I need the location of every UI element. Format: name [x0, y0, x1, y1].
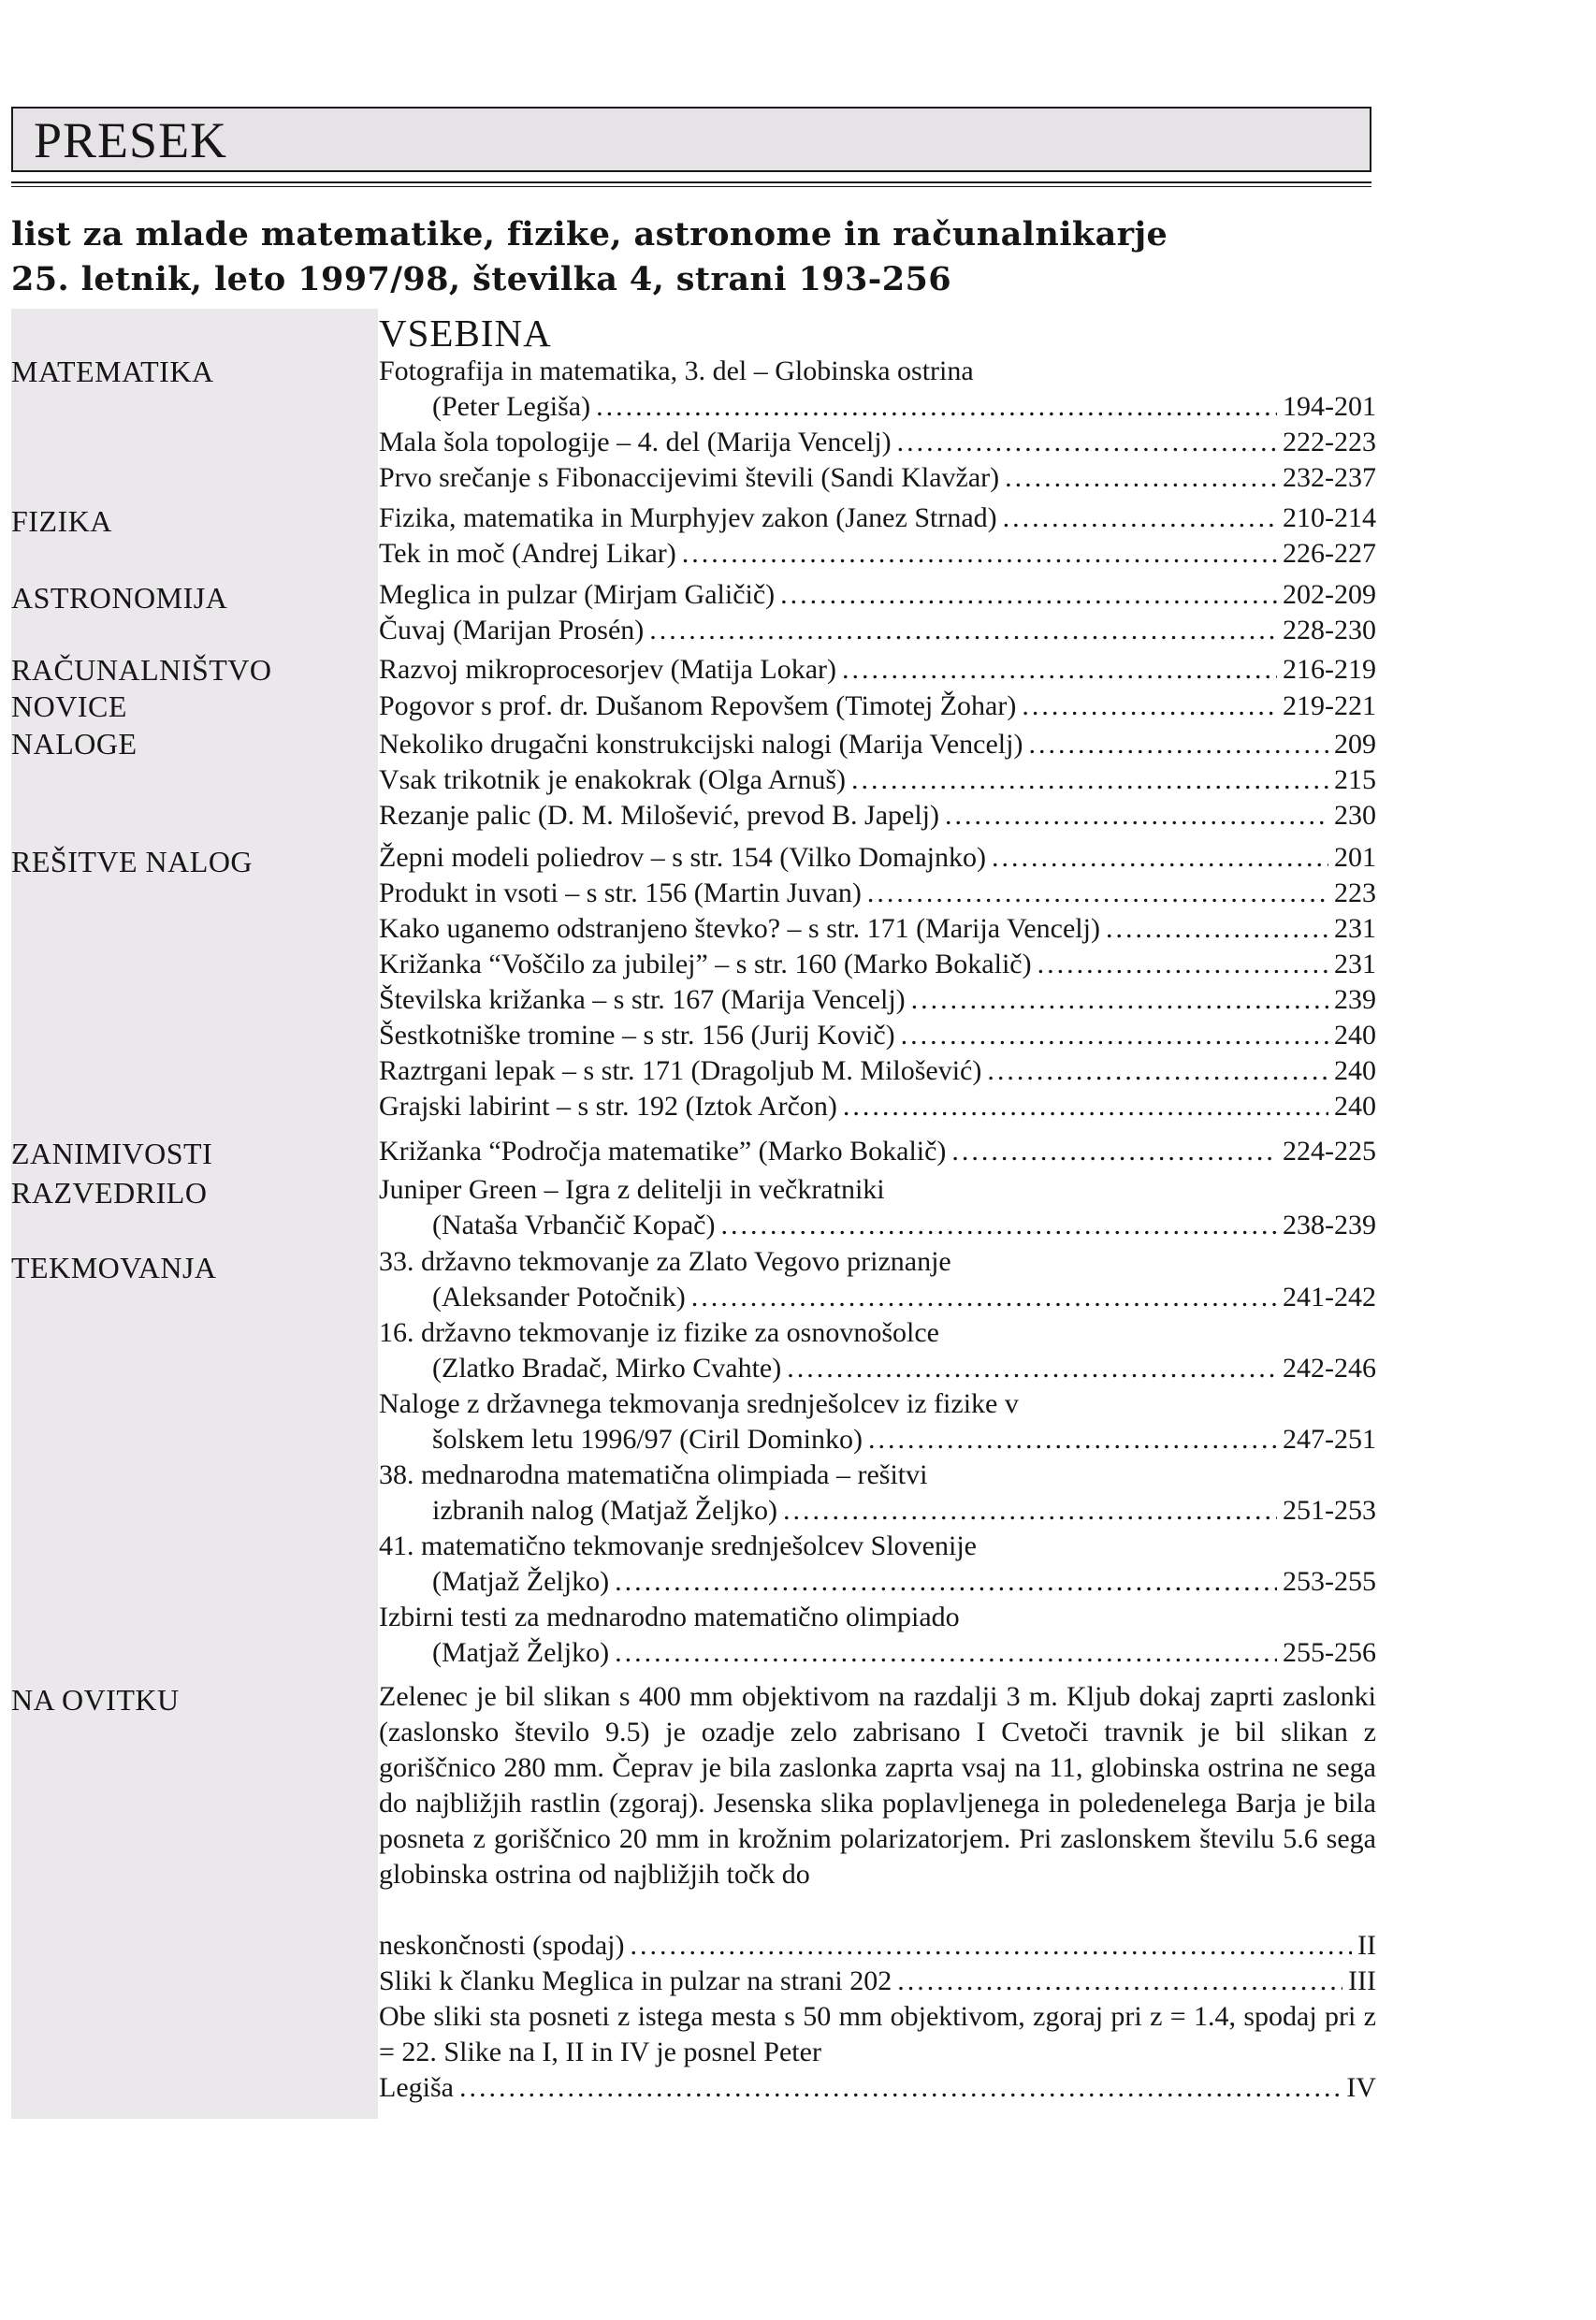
dot-leader — [649, 613, 1277, 648]
dot-leader — [843, 1089, 1328, 1124]
toc-entry — [379, 798, 1376, 834]
category-racunalnistvo: RAČUNALNIŠTVO — [11, 653, 272, 687]
dot-leader — [596, 389, 1277, 425]
dot-leader — [945, 798, 1328, 834]
entry-page: 231 — [1334, 949, 1376, 979]
toc-entry — [379, 1053, 1376, 1089]
toc-entry — [379, 1018, 1376, 1053]
entry-page: 223 — [1334, 877, 1376, 908]
toc-entry — [379, 500, 1376, 536]
dot-leader — [868, 1422, 1277, 1457]
toc-entry — [379, 425, 1376, 460]
toc-entry — [379, 947, 1376, 982]
entry-title: Pogovor s prof. dr. Dušanom Repovšem (Timotej Žohar) — [379, 690, 1017, 721]
category-resitve-nalog: REŠITVE NALOG — [11, 845, 254, 878]
toc-entry — [379, 1457, 1376, 1529]
entry-page: 228-230 — [1283, 615, 1376, 645]
entry-page: 219-221 — [1283, 690, 1376, 721]
entry-title: Raztrgani lepak – s str. 171 (Dragoljub M. Milošević) — [379, 1055, 982, 1086]
dot-leader — [1106, 911, 1328, 947]
dot-leader — [1005, 460, 1277, 496]
category-astronomija: ASTRONOMIJA — [11, 581, 228, 615]
dot-leader — [842, 652, 1277, 688]
entry-page: 216-219 — [1283, 654, 1376, 685]
dot-leader — [992, 840, 1328, 876]
entry-title-line: 38. mednarodna matematična olimpiada – rešitvi — [379, 1459, 928, 1490]
entry-title: Žepni modeli poliedrov – s str. 154 (Vilko Domajnko) — [379, 842, 986, 873]
toc-entry — [379, 613, 1376, 648]
cover-page: II — [1357, 1930, 1376, 1961]
dot-leader — [897, 425, 1277, 460]
dot-leader — [1022, 689, 1277, 724]
entry-title-line: Fotografija in matematika, 3. del – Globinska ostrina — [379, 355, 974, 386]
cover-photo-paragraph: Obe sliki sta posneti z istega mesta s 50 mm objektivom, zgoraj pri z = 1.4, spodaj pri z = 22. Slike na I, II in IV je posnel Peter — [379, 2001, 1376, 2067]
entry-page: 240 — [1334, 1020, 1376, 1051]
cover-page: III — [1348, 1965, 1376, 1996]
toc-entry — [379, 460, 1376, 496]
category-matematika: MATEMATIKA — [11, 355, 214, 388]
entry-page: 230 — [1334, 800, 1376, 831]
entry-title: Meglica in pulzar (Mirjam Galičič) — [379, 579, 776, 610]
toc-entry — [379, 1600, 1376, 1671]
toc-entry — [379, 1529, 1376, 1600]
dot-leader — [851, 762, 1328, 798]
dot-leader — [682, 536, 1277, 572]
entry-page: 255-256 — [1283, 1637, 1376, 1668]
dot-leader — [459, 2070, 1341, 2106]
entry-title: Rezanje palic (D. M. Milošević, prevod B. Japelj) — [379, 800, 940, 831]
entry-page: 201 — [1334, 842, 1376, 873]
entry-title-line: 33. državno tekmovanje za Zlato Vegovo priznanje — [379, 1246, 951, 1277]
dot-leader — [1028, 727, 1328, 762]
entry-title: Križanka “Področja matematike” (Marko Bokalič) — [379, 1136, 947, 1167]
entry-title: Grajski labirint – s str. 192 (Iztok Arčon) — [379, 1091, 837, 1122]
toc-entry — [379, 1386, 1376, 1457]
dot-leader — [615, 1635, 1277, 1671]
entry-title: Nekoliko drugačni konstrukcijski nalogi (Marija Vencelj) — [379, 729, 1023, 760]
toc-entry — [379, 354, 1376, 425]
header-rule — [11, 181, 1371, 183]
entry-page: 253-255 — [1283, 1566, 1376, 1597]
dot-leader — [630, 1928, 1352, 1964]
entry-title-line: Juniper Green – Igra z delitelji in večkratniki — [379, 1174, 885, 1205]
cover-entry — [379, 1928, 1376, 1964]
entry-page: 231 — [1334, 913, 1376, 944]
toc-entry — [379, 1089, 1376, 1124]
dot-leader — [1037, 947, 1328, 982]
entry-title: Vsak trikotnik je enakokrak (Olga Arnuš) — [379, 764, 847, 795]
entry-page: 210-214 — [1283, 502, 1376, 533]
entry-author: izbranih nalog (Matjaž Željko) — [432, 1495, 778, 1526]
entry-page: 224-225 — [1283, 1136, 1376, 1167]
dot-leader — [1003, 500, 1277, 536]
dot-leader — [615, 1564, 1277, 1600]
category-zanimivosti: ZANIMIVOSTI — [11, 1137, 213, 1170]
cover-entry — [379, 2070, 1376, 2106]
masthead-box — [11, 107, 1371, 172]
entry-title: Produkt in vsoti – s str. 156 (Martin Juvan) — [379, 877, 862, 908]
cover-description-paragraph: Zelenec je bil slikan s 400 mm objektivom na razdalji 3 m. Kljub dokaj zaprti zaslonki (zaslonsko število 9.5) je ozadje zelo zabrisano I Cvetoči travnik je bil slikan z goriščnico 280 mm. Čeprav je bila zaslonka zaprta vsaj na 11, globinska ostrina ne sega do najbližjih rastlin (zgoraj). Jesenska slika poplavljenega in poledenelega Barja je bila posneta z goriščnico 20 mm in krožnim polarizatorjem. Pri zaslonskem številu 5.6 sega globinska ostrina od najbližjih točk do — [379, 1681, 1376, 1890]
dot-leader — [691, 1280, 1277, 1315]
dot-leader — [951, 1134, 1277, 1169]
entry-page: 202-209 — [1283, 579, 1376, 610]
dot-leader — [911, 982, 1328, 1018]
cover-page: IV — [1346, 2072, 1376, 2103]
header-rule-thin — [11, 186, 1371, 187]
entry-author: (Peter Legiša) — [432, 391, 591, 422]
cover-text: neskončnosti (spodaj) — [379, 1930, 625, 1961]
dot-leader — [780, 577, 1277, 613]
dot-leader — [783, 1493, 1277, 1529]
category-tekmovanja: TEKMOVANJA — [11, 1251, 217, 1284]
toc-entry — [379, 536, 1376, 572]
dot-leader — [721, 1208, 1278, 1243]
entry-page: 239 — [1334, 984, 1376, 1015]
cover-text: Legiša — [379, 2072, 454, 2103]
cover-entry — [379, 1964, 1376, 1999]
dot-leader — [867, 876, 1328, 911]
entry-page: 241-242 — [1283, 1282, 1376, 1312]
subtitle-line-2: 25. letnik, leto 1997/98, številka 4, strani 193-256 — [11, 260, 951, 298]
toc-entry — [379, 876, 1376, 911]
category-fizika: FIZIKA — [11, 504, 112, 538]
toc-entry — [379, 1172, 1376, 1243]
dot-leader — [897, 1964, 1342, 1999]
entry-title-line: 41. matematično tekmovanje srednješolcev Slovenije — [379, 1530, 977, 1561]
entry-title: Križanka “Voščilo za jubilej” – s str. 160 (Marko Bokalič) — [379, 949, 1032, 979]
toc-entry — [379, 982, 1376, 1018]
toc-entry — [379, 1134, 1376, 1169]
category-novice: NOVICE — [11, 689, 127, 723]
entry-page: 247-251 — [1283, 1424, 1376, 1455]
magazine-title: PRESEK — [34, 112, 228, 168]
entry-title: Prvo srečanje s Fibonaccijevimi števili (Sandi Klavžar) — [379, 462, 1000, 493]
dot-leader — [901, 1018, 1328, 1053]
toc-entry — [379, 577, 1376, 613]
entry-title: Kako uganemo odstranjeno števko? – s str. 171 (Marija Vencelj) — [379, 913, 1100, 944]
entry-title-line: Izbirni testi za mednarodno matematično olimpiado — [379, 1602, 960, 1632]
entry-title: Številska križanka – s str. 167 (Marija Vencelj) — [379, 984, 906, 1015]
entry-page: 240 — [1334, 1091, 1376, 1122]
entry-page: 222-223 — [1283, 427, 1376, 457]
toc-entry — [379, 762, 1376, 798]
entry-page: 251-253 — [1283, 1495, 1376, 1526]
toc-entry — [379, 911, 1376, 947]
toc-entry — [379, 840, 1376, 876]
cover-text: Sliki k članku Meglica in pulzar na strani 202 — [379, 1965, 892, 1996]
entry-title: Razvoj mikroprocesorjev (Matija Lokar) — [379, 654, 836, 685]
entry-title: Mala šola topologije – 4. del (Marija Vencelj) — [379, 427, 892, 457]
entry-author: šolskem letu 1996/97 (Ciril Dominko) — [432, 1424, 863, 1455]
entry-author: (Nataša Vrbančič Kopač) — [432, 1210, 716, 1240]
dot-leader — [787, 1351, 1277, 1386]
entry-title: Čuvaj (Marijan Prosén) — [379, 615, 645, 645]
contents-heading: VSEBINA — [379, 312, 552, 355]
entry-author: (Matjaž Željko) — [432, 1566, 610, 1597]
entry-page: 240 — [1334, 1055, 1376, 1086]
toc-entry — [379, 727, 1376, 762]
category-razvedrilo: RAZVEDRILO — [11, 1176, 208, 1210]
entry-page: 242-246 — [1283, 1353, 1376, 1384]
entry-page: 194-201 — [1283, 391, 1376, 422]
entry-page: 238-239 — [1283, 1210, 1376, 1240]
entry-author: (Zlatko Bradač, Mirko Cvahte) — [432, 1353, 782, 1384]
entry-title-line: Naloge z državnega tekmovanja srednješolcev iz fizike v — [379, 1388, 1019, 1419]
subtitle-line-1: list za mlade matematike, fizike, astronome in računalnikarje — [11, 215, 1168, 254]
dot-leader — [987, 1053, 1328, 1089]
entry-title: Tek in moč (Andrej Likar) — [379, 538, 676, 569]
category-naloge: NALOGE — [11, 727, 138, 761]
toc-entry — [379, 652, 1376, 688]
entry-title: Fizika, matematika in Murphyjev zakon (Janez Strnad) — [379, 502, 997, 533]
entry-title: Šestkotniške tromine – s str. 156 (Jurij Kovič) — [379, 1020, 895, 1051]
entry-author: (Matjaž Željko) — [432, 1637, 610, 1668]
toc-entry — [379, 1244, 1376, 1315]
toc-entry — [379, 689, 1376, 724]
entry-page: 215 — [1334, 764, 1376, 795]
entry-page: 226-227 — [1283, 538, 1376, 569]
toc-entry — [379, 1315, 1376, 1386]
category-na-ovitku: NA OVITKU — [11, 1683, 180, 1717]
entry-author: (Aleksander Potočnik) — [432, 1282, 686, 1312]
entry-page: 209 — [1334, 729, 1376, 760]
entry-title-line: 16. državno tekmovanje iz fizike za osnovnošolce — [379, 1317, 939, 1348]
entry-page: 232-237 — [1283, 462, 1376, 493]
